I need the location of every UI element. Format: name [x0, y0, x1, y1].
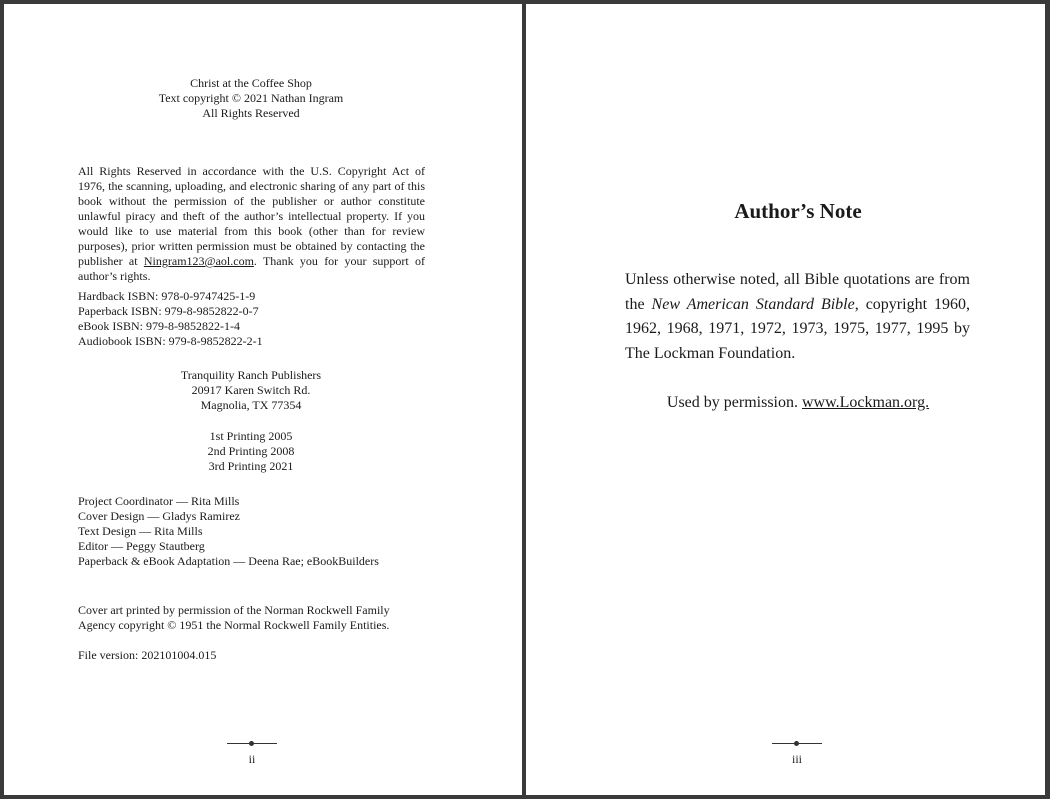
book-title-block [4, 76, 498, 121]
permission-text: Used by permission. [666, 394, 798, 411]
note-paragraph [625, 268, 970, 366]
note-text: Unless otherwise noted, all Bible quotations are from the [625, 271, 970, 313]
publisher-city: Magnolia, TX 77354 [200, 398, 302, 412]
credit-item: Paperback & eBook Adaptation — Deena Rae; eBookBuilders [78, 554, 379, 568]
cover-credit-line: Agency copyright © 1951 the Normal Rockwell Family Entities. [78, 618, 390, 632]
rights-text: All Rights Reserved in accordance with the U.S. Copyright Act of 1976, the scanning, uploading, and electronic sharing of any part of this book without the permission of the publisher or author constitute unlawful piracy and theft of the author’s intellectual property. If you would like to use material from this book (other than for review purposes), prior written permission must be obtained by contacting the publisher at [78, 164, 425, 268]
rights-paragraph [78, 164, 425, 284]
credit-item: Text Design — Rita Mills [78, 524, 203, 538]
printing-item: 2nd Printing 2008 [207, 444, 295, 458]
credit-item: Editor — Peggy Stautberg [78, 539, 205, 553]
printing-item: 1st Printing 2005 [209, 429, 293, 443]
page-number: iii [791, 752, 802, 766]
publisher-address [4, 368, 498, 413]
production-credits [78, 494, 478, 569]
permission-line [526, 394, 1050, 412]
isbn-hardback: Hardback ISBN: 978-0-9747425-1-9 [78, 289, 256, 303]
ornament-dot [794, 741, 799, 746]
cover-art-credit [78, 603, 478, 633]
printing-history [4, 429, 498, 474]
cover-credit-line: Cover art printed by permission of the Norman Rockwell Family [78, 603, 390, 617]
book-title: Christ at the Coffee Shop [190, 76, 312, 90]
isbn-paperback: Paperback ISBN: 979-8-9852822-0-7 [78, 304, 259, 318]
all-rights-reserved: All Rights Reserved [202, 106, 300, 120]
isbn-ebook: eBook ISBN: 979-8-9852822-1-4 [78, 319, 240, 333]
publisher-street: 20917 Karen Switch Rd. [191, 383, 311, 397]
page-title: Author’s Note [734, 199, 862, 223]
authors-note-page [526, 4, 1045, 795]
lockman-link[interactable]: www.Lockman.org. [802, 394, 930, 411]
footer-ornament [772, 741, 822, 747]
copyright-page [4, 4, 522, 795]
ornament-dot [249, 741, 254, 746]
credit-item: Cover Design — Gladys Ramirez [78, 509, 240, 523]
bible-title: New American Standard Bible [651, 295, 855, 313]
credit-item: Project Coordinator — Rita Mills [78, 494, 240, 508]
rights-text-end: . Thank you for your support of author’s rights. [78, 254, 425, 283]
note-text-end: , copyright 1960, 1962, 1968, 1971, 1972, 1973, 1975, 1977, 1995 by The Lockman Foundation. [625, 295, 971, 362]
page-number: ii [248, 752, 256, 766]
text-copyright: Text copyright © 2021 Nathan Ingram [158, 91, 344, 105]
file-version: File version: 202101004.015 [78, 648, 217, 662]
isbn-list [78, 289, 428, 349]
isbn-audiobook: Audiobook ISBN: 979-8-9852822-2-1 [78, 334, 263, 348]
publisher-email-link[interactable]: Ningram123@aol.com [143, 254, 254, 268]
printing-item: 3rd Printing 2021 [208, 459, 294, 473]
footer-ornament [227, 741, 277, 747]
publisher-name: Tranquility Ranch Publishers [180, 368, 322, 382]
